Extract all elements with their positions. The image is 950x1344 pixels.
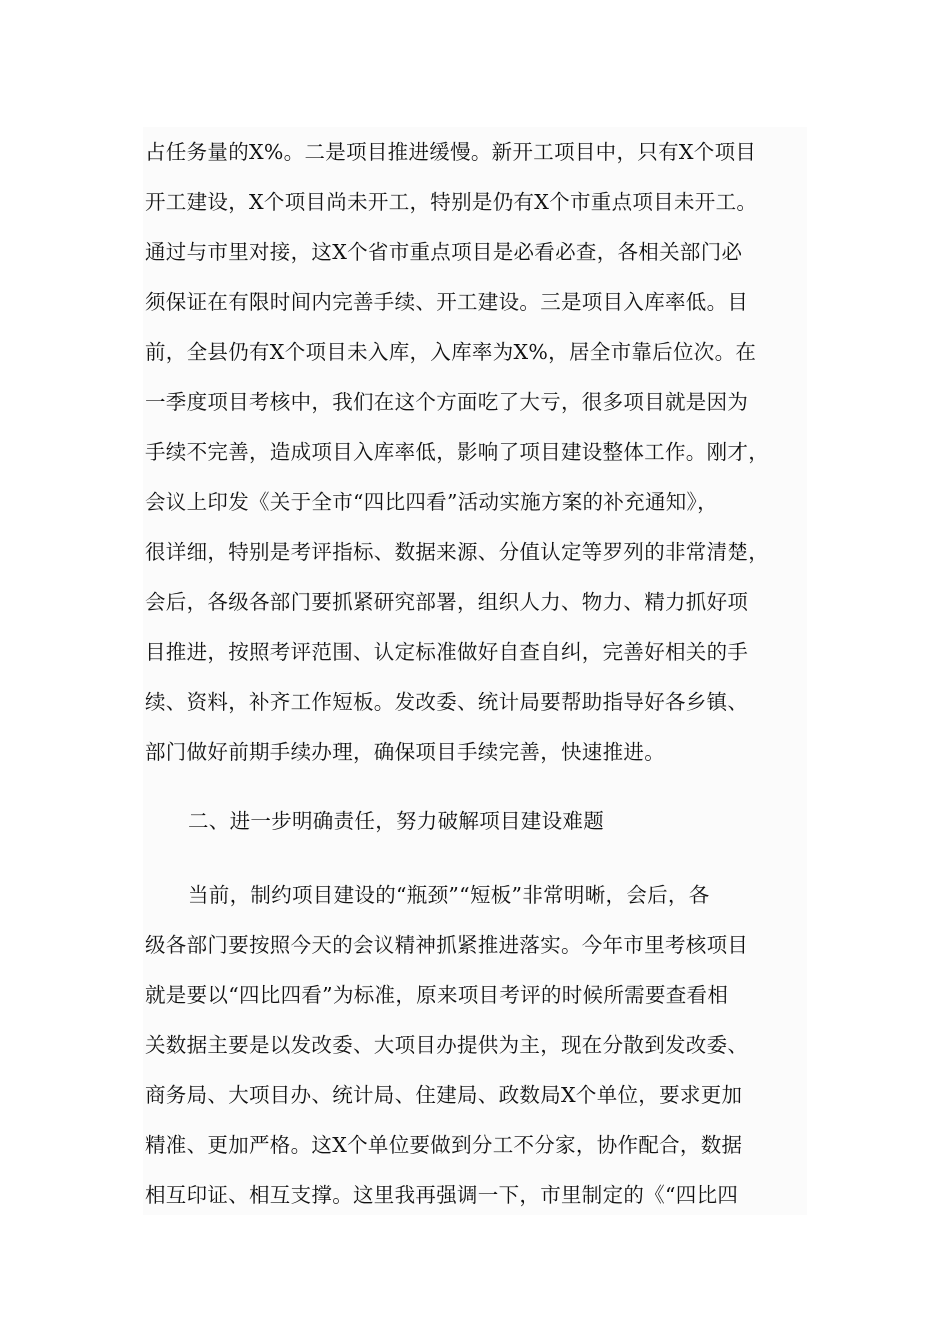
- paragraph-line: 商务局、大项目办、统计局、住建局、政数局X个单位，要求更加: [145, 1083, 743, 1107]
- paragraph-line: 当前，制约项目建设的“瓶颈”“短板”非常明晰，会后，各: [188, 883, 710, 907]
- paragraph-line: 级各部门要按照今天的会议精神抓紧推进落实。今年市里考核项目: [145, 933, 749, 957]
- paragraph-line: 关数据主要是以发改委、大项目办提供为主，现在分散到发改委、: [145, 1033, 749, 1057]
- paragraph-line: 目推进，按照考评范围、认定标准做好自查自纠，完善好相关的手: [145, 640, 749, 664]
- paragraph-line: 须保证在有限时间内完善手续、开工建设。三是项目入库率低。目: [145, 290, 749, 314]
- paragraph-line: 相互印证、相互支撑。这里我再强调一下，市里制定的《“四比四: [145, 1183, 739, 1207]
- section-heading: 二、进一步明确责任，努力破解项目建设难题: [188, 809, 604, 833]
- paragraph-line: 很详细，特别是考评指标、数据来源、分值认定等罗列的非常清楚，: [145, 540, 769, 564]
- paragraph-line: 通过与市里对接，这X个省市重点项目是必看必查，各相关部门必: [145, 240, 743, 264]
- paragraph-line: 就是要以“四比四看”为标准，原来项目考评的时候所需要查看相: [145, 983, 729, 1007]
- paragraph-line: 会后，各级各部门要抓紧研究部署，组织人力、物力、精力抓好项: [145, 590, 749, 614]
- paragraph-line: 一季度项目考核中，我们在这个方面吃了大亏，很多项目就是因为: [145, 390, 749, 414]
- paragraph-line: 部门做好前期手续办理，确保项目手续完善，快速推进。: [145, 740, 665, 764]
- paragraph-line: 会议上印发《关于全市“四比四看”活动实施方案的补充通知》，: [145, 490, 718, 514]
- paragraph-line: 手续不完善，造成项目入库率低，影响了项目建设整体工作。刚才，: [145, 440, 769, 464]
- paragraph-line: 开工建设，X个项目尚未开工，特别是仍有X个市重点项目未开工。: [145, 190, 758, 214]
- paragraph-line: 精准、更加严格。这X个单位要做到分工不分家，协作配合，数据: [145, 1133, 743, 1157]
- paragraph-line: 占任务量的X%。二是项目推进缓慢。新开工项目中，只有X个项目: [145, 140, 757, 164]
- paragraph-line: 续、资料，补齐工作短板。发改委、统计局要帮助指导好各乡镇、: [145, 690, 749, 714]
- paragraph-line: 前，全县仍有X个项目未入库，入库率为X%，居全市靠后位次。在: [145, 340, 757, 364]
